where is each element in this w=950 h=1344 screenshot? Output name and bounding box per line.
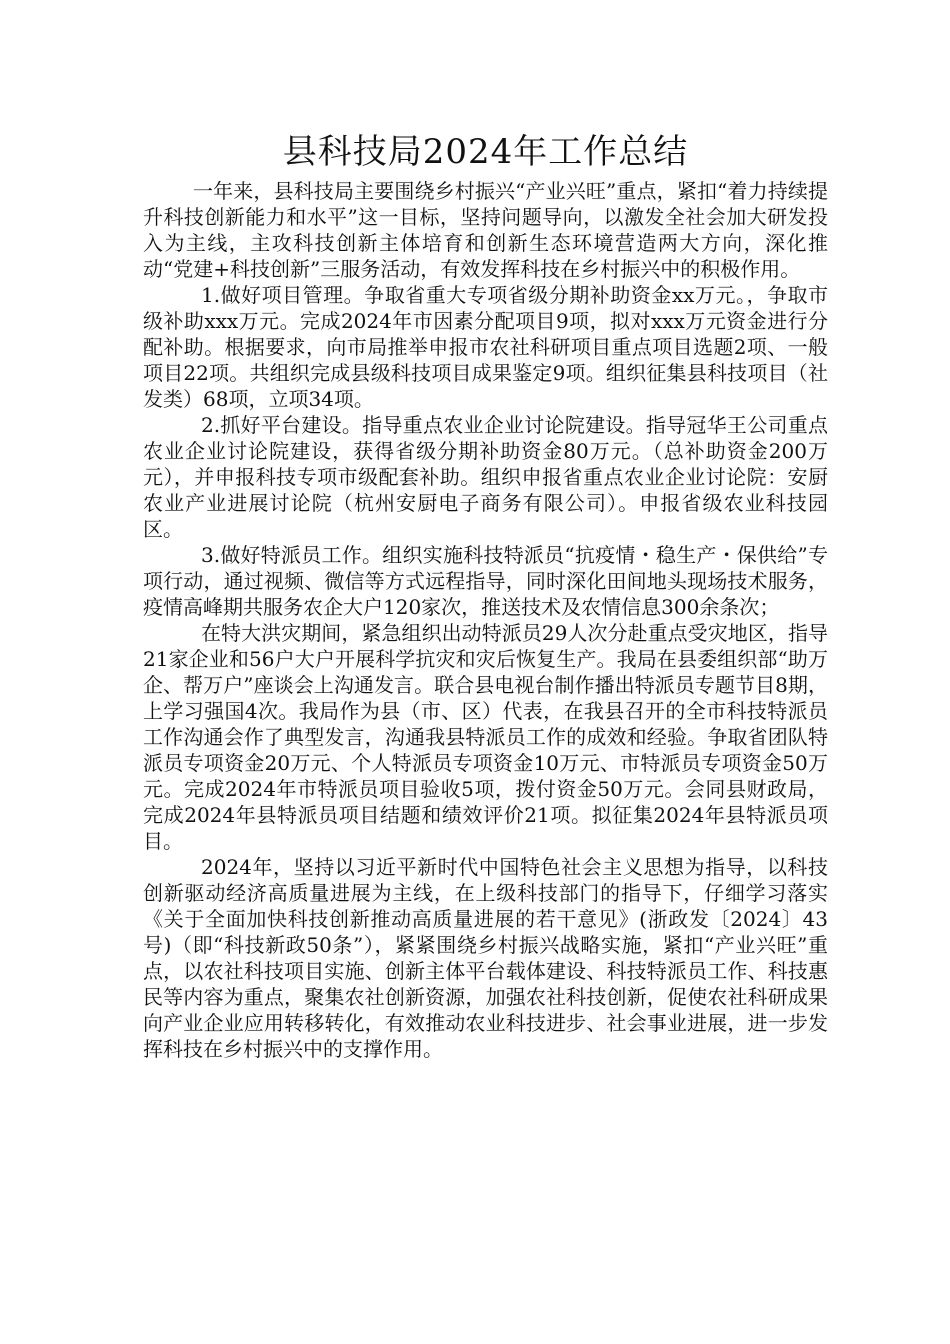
document-title: 县科技局2024年工作总结 [282, 132, 689, 172]
paragraph-commissioner-work: 3.做好特派员工作。组织实施科技特派员“抗疫情・稳生产・保供给”专项行动，通过视频、微信等方式远程指导，同时深化田间地头现场技术服务，疫情高峰期共服务农企大户120家次，推送技术及农情信息300余条次； [143, 543, 828, 619]
document-page [143, 128, 828, 1062]
paragraph-2024-summary: 2024年，坚持以习近平新时代中国特色社会主义思想为指导，以科技创新驱动经济高质量进展为主线，在上级科技部门的指导下，仔细学习落实《关于全面加快科技创新推动高质量进展的若干意见》(浙政发〔2024〕43号)（即“科技新政50条”），紧紧围绕乡村振兴战略实施，紧扣“产业兴旺”重点，以农社科技项目实施、创新主体平台载体建设、科技特派员工作、科技惠民等内容为重点，聚集农社创新资源，加强农社科技创新，促使农社科研成果向产业企业应用转移转化，有效推动农业科技进步、社会事业进展，进一步发挥科技在乡村振兴中的支撑作用。 [143, 855, 828, 1061]
paragraph-flood-response: 在特大洪灾期间，紧急组织出动特派员29人次分赴重点受灾地区，指导21家企业和56户大户开展科学抗灾和灾后恢复生产。我局在县委组织部“助万企、帮万户”座谈会上沟通发言。联合县电视台制作播出特派员专题节目8期，上学习强国4次。我局作为县（市、区）代表，在我县召开的全市科技特派员工作沟通会作了典型发言，沟通我县特派员工作的成效和经验。争取省团队特派员专项资金20万元、个人特派员专项资金10万元、市特派员专项资金50万元。完成2024年市特派员项目验收5项，拨付资金50万元。会同县财政局，完成2024年县特派员项目结题和绩效评价21项。拟征集2024年县特派员项目。 [143, 621, 828, 853]
paragraph-project-management: 1.做好项目管理。争取省重大专项省级分期补助资金xx万元。，争取市级补助xxx万元。完成2024年市因素分配项目9项，拟对xxx万元资金进行分配补助。根据要求，向市局推举申报市农社科研项目重点项目选题2项、一般项目22项。共组织完成县级科技项目成果鉴定9项。组织征集县科技项目（社发类）68项，立项34项。 [143, 283, 828, 411]
paragraph-intro: 一年来，县科技局主要围绕乡村振兴“产业兴旺”重点，紧扣“着力持续提升科技创新能力和水平”这一目标，坚持问题导向，以激发全社会加大研发投入为主线，主攻科技创新主体培育和创新生态环境营造两大方向，深化推动“党建+科技创新”三服务活动，有效发挥科技在乡村振兴中的积极作用。 [143, 179, 828, 281]
paragraph-platform-building: 2.抓好平台建设。指导重点农业企业讨论院建设。指导冠华王公司重点农业企业讨论院建设，获得省级分期补助资金80万元。（总补助资金200万元），并申报科技专项市级配套补助。组织申报省重点农业企业讨论院：安厨农业产业进展讨论院（杭州安厨电子商务有限公司）。申报省级农业科技园区。 [143, 413, 828, 541]
